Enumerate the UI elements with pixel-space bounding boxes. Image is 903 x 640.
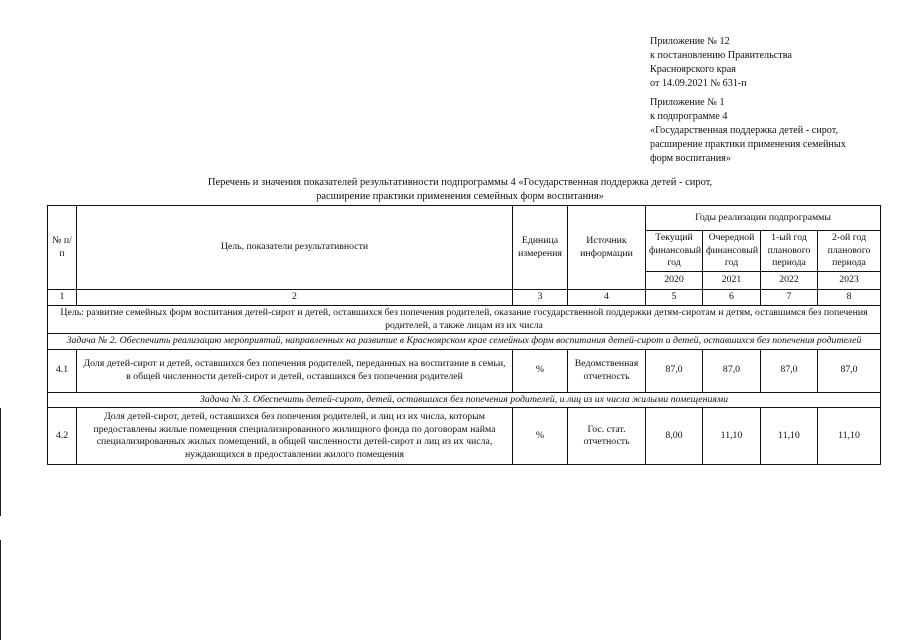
column-number: 5 <box>646 290 703 306</box>
column-number: 3 <box>513 290 568 306</box>
header-num: № п/п <box>48 206 77 290</box>
indicator-text: Доля детей-сирот и детей, оставшихся без попечения родителей, переданных на воспитание в семьи, в общей численности детей-сирот и детей, оставшихся без попечения родителей <box>77 349 513 392</box>
scan-margin-line-lower <box>0 540 1 640</box>
column-number: 8 <box>818 290 881 306</box>
value-cell: 11,10 <box>761 408 818 465</box>
column-number: 6 <box>703 290 761 306</box>
row-number: 4.2 <box>48 408 77 465</box>
header-plan-year-2: 2-ой год планового периода <box>818 231 881 272</box>
value-cell: 87,0 <box>703 349 761 392</box>
scan-margin-line-upper <box>0 408 1 516</box>
document-title <box>150 176 770 204</box>
column-number: 4 <box>568 290 646 306</box>
subprogram-name-line-3: форм воспитания» <box>650 153 731 164</box>
header-next-year: Очередной финансовый год <box>703 231 761 272</box>
column-number: 7 <box>761 290 818 306</box>
table-row <box>48 408 881 465</box>
goal-row: Цель: развитие семейных форм воспитания детей-сирот и детей, оставшихся без попечения родителей, оказание государственной поддержки детям-сиротам и детям, оставшимся без попечения родителей, а также лицам из их числа <box>48 306 881 334</box>
value-cell: 11,10 <box>703 408 761 465</box>
year-cell: 2022 <box>761 272 818 290</box>
date-label: от 14.09.2021 № 631-п <box>650 78 747 89</box>
subprogram-label: к подпрограмме 4 <box>650 111 728 122</box>
appendix-header <box>650 35 890 166</box>
indicators-table <box>47 205 881 465</box>
header-goal: Цель, показатели результативности <box>77 206 513 290</box>
task-2-row: Задача № 2. Обеспечить реализацию мероприятий, направленных на развитие в Красноярском крае семейных форм воспитания детей-сирот и детей, оставшихся без попечения родителей <box>48 334 881 350</box>
title-line-2: расширение практики применения семейных форм воспитания» <box>316 191 604 202</box>
header-plan-year-1: 1-ый год планового периода <box>761 231 818 272</box>
resolution-label: к постановлению Правительства <box>650 50 792 61</box>
appendix-12-label: Приложение № 12 <box>650 36 730 47</box>
value-cell: 87,0 <box>818 349 881 392</box>
indicator-text: Доля детей-сирот, детей, оставшихся без попечения родителей, и лиц из их числа, которым предоставлены жилые помещения специализированного жилищного фонда по договорам найма специализированных жилых помещений, в общей численности детей-сирот и лиц из их числа, нуждающихся в предоставлении жилого помещения <box>77 408 513 465</box>
appendix-1-label: Приложение № 1 <box>650 97 725 108</box>
value-cell: 87,0 <box>646 349 703 392</box>
row-number: 4.1 <box>48 349 77 392</box>
year-cell: 2020 <box>646 272 703 290</box>
year-cell: 2023 <box>818 272 881 290</box>
column-number: 1 <box>48 290 77 306</box>
header-current-year: Текущий финансовый год <box>646 231 703 272</box>
value-cell: 8,00 <box>646 408 703 465</box>
source-cell: Гос. стат. отчетность <box>568 408 646 465</box>
task-3-row: Задача № 3. Обеспечить детей-сирот, детей, оставшихся без попечения родителей, и лиц из их числа жилыми помещениями <box>48 392 881 408</box>
value-cell: 11,10 <box>818 408 881 465</box>
column-number: 2 <box>77 290 513 306</box>
subprogram-name-line-2: расширение практики применения семейных <box>650 139 846 150</box>
source-cell: Ведомственная отчетность <box>568 349 646 392</box>
header-unit: Единица измерения <box>513 206 568 290</box>
header-years-group: Годы реализации подпрограммы <box>646 206 881 231</box>
table-row <box>48 349 881 392</box>
region-label: Красноярского края <box>650 64 736 75</box>
unit-cell: % <box>513 349 568 392</box>
subprogram-name-line-1: «Государственная поддержка детей - сирот, <box>650 125 838 136</box>
header-source: Источник информации <box>568 206 646 290</box>
year-cell: 2021 <box>703 272 761 290</box>
unit-cell: % <box>513 408 568 465</box>
title-line-1: Перечень и значения показателей результативности подпрограммы 4 «Государственная поддержка детей - сирот, <box>207 177 713 188</box>
value-cell: 87,0 <box>761 349 818 392</box>
